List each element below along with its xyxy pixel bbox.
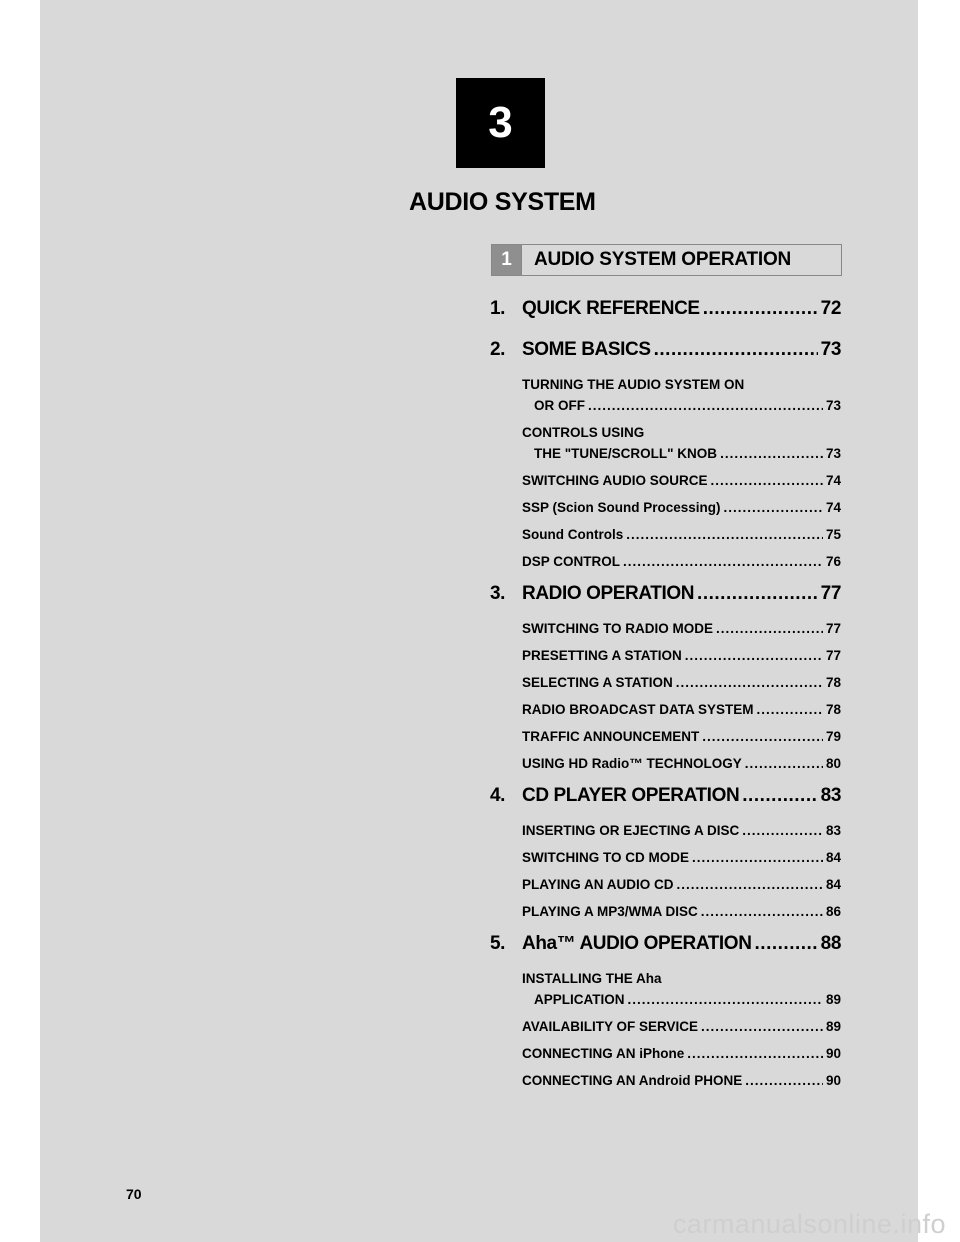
toc-minor-label-line1: CONTROLS USING	[522, 425, 645, 440]
toc-minor-entry[interactable]	[522, 877, 841, 892]
toc-page-ref: 75	[825, 527, 841, 542]
toc-page-ref: 88	[820, 933, 841, 954]
chapter-number-box: 3	[456, 78, 545, 168]
toc-page-ref: 84	[825, 850, 841, 865]
toc-page-ref: 77	[825, 621, 841, 636]
leader-dots	[692, 850, 823, 865]
toc-page-ref: 74	[825, 500, 841, 515]
page-number: 70	[126, 1186, 142, 1202]
toc-minor-label: CONNECTING AN iPhone	[522, 1046, 685, 1061]
toc-minor-entry[interactable]	[522, 1046, 841, 1061]
section-title: AUDIO SYSTEM OPERATION	[534, 249, 792, 270]
leader-dots	[702, 729, 823, 744]
leader-dots	[628, 992, 823, 1007]
toc-minor-entry[interactable]	[522, 621, 841, 636]
toc-minor-label: PLAYING A MP3/WMA DISC	[522, 904, 698, 919]
leader-dots	[716, 621, 823, 636]
toc-minor-label: CONNECTING AN Android PHONE	[522, 1073, 743, 1088]
leader-dots	[745, 1073, 823, 1088]
leader-dots	[623, 554, 823, 569]
toc-major-label: 5. Aha™ AUDIO OPERATION	[490, 933, 752, 954]
toc-minor-entry[interactable]	[522, 500, 841, 515]
toc-minor-label-line2: APPLICATION	[534, 992, 625, 1007]
toc-page-ref: 72	[820, 298, 841, 319]
watermark-text: carmanualsonline.info	[672, 1209, 946, 1239]
toc-minor-entry[interactable]	[522, 756, 841, 771]
leader-dots	[654, 339, 818, 361]
toc-minor-label: SWITCHING AUDIO SOURCE	[522, 473, 708, 488]
toc-minor-entry[interactable]	[522, 971, 841, 1007]
leader-dots	[724, 500, 823, 515]
toc-minor-label: SWITCHING TO RADIO MODE	[522, 621, 713, 636]
toc-minor-label: INSERTING OR EJECTING A DISC	[522, 823, 740, 838]
toc-minor-entry[interactable]	[522, 1019, 841, 1034]
toc-minor-entry[interactable]	[522, 1073, 841, 1088]
section-header	[491, 244, 842, 276]
toc-minor-label: PRESETTING A STATION	[522, 648, 682, 663]
chapter-title: AUDIO SYSTEM	[409, 188, 596, 216]
leader-dots	[588, 398, 823, 413]
toc-page-ref: 78	[825, 675, 841, 690]
leader-dots	[757, 702, 823, 717]
toc-page-ref: 73	[825, 446, 841, 461]
table-of-contents	[490, 298, 841, 1102]
toc-minor-entry[interactable]	[522, 675, 841, 690]
leader-dots	[703, 298, 818, 320]
leader-dots	[701, 904, 823, 919]
toc-minor-label: AVAILABILITY OF SERVICE	[522, 1019, 699, 1034]
toc-minor-label: SELECTING A STATION	[522, 675, 673, 690]
toc-major-entry[interactable]	[490, 339, 841, 363]
toc-minor-label-line2: OR OFF	[534, 398, 585, 413]
toc-page-ref: 79	[825, 729, 841, 744]
leader-dots	[742, 823, 823, 838]
toc-page-ref: 76	[825, 554, 841, 569]
leader-dots	[742, 785, 817, 807]
leader-dots	[626, 527, 823, 542]
toc-major-entry[interactable]	[490, 583, 841, 607]
toc-minor-entry[interactable]	[522, 377, 841, 413]
toc-subentries	[490, 377, 841, 569]
section-number: 1	[492, 245, 522, 275]
toc-major-label: 2. SOME BASICS	[490, 339, 651, 360]
toc-page-ref: 73	[820, 339, 841, 360]
toc-major-entry[interactable]	[490, 298, 841, 322]
toc-page-ref: 77	[825, 648, 841, 663]
leader-dots	[677, 877, 823, 892]
leader-dots	[676, 675, 823, 690]
manual-page	[40, 0, 918, 1242]
leader-dots	[701, 1019, 823, 1034]
toc-minor-label: USING HD Radio™ TECHNOLOGY	[522, 756, 742, 771]
toc-minor-label: SWITCHING TO CD MODE	[522, 850, 689, 865]
toc-major-entry[interactable]	[490, 933, 841, 957]
leader-dots	[687, 1046, 823, 1061]
toc-minor-label: SSP (Scion Sound Processing)	[522, 500, 721, 515]
toc-minor-label: RADIO BROADCAST DATA SYSTEM	[522, 702, 754, 717]
toc-minor-label: DSP CONTROL	[522, 554, 621, 569]
toc-minor-label-line1: INSTALLING THE Aha	[522, 971, 662, 986]
toc-subentries	[490, 621, 841, 771]
toc-minor-entry[interactable]	[522, 554, 841, 569]
toc-minor-entry[interactable]	[522, 904, 841, 919]
leader-dots	[755, 933, 818, 955]
toc-minor-label: PLAYING AN AUDIO CD	[522, 877, 674, 892]
toc-page-ref: 78	[825, 702, 841, 717]
leader-dots	[685, 648, 823, 663]
toc-minor-entry[interactable]	[522, 850, 841, 865]
toc-major-label: 3. RADIO OPERATION	[490, 583, 695, 604]
leader-dots	[720, 446, 823, 461]
leader-dots	[711, 473, 823, 488]
toc-page-ref: 90	[825, 1046, 841, 1061]
toc-page-ref: 89	[825, 1019, 841, 1034]
toc-minor-label-line2: THE "TUNE/SCROLL" KNOB	[534, 446, 718, 461]
toc-minor-entry[interactable]	[522, 473, 841, 488]
toc-minor-label: TRAFFIC ANNOUNCEMENT	[522, 729, 700, 744]
toc-page-ref: 77	[820, 583, 841, 604]
toc-page-ref: 86	[825, 904, 841, 919]
toc-subentries	[490, 971, 841, 1088]
toc-page-ref: 74	[825, 473, 841, 488]
toc-major-label: 4. CD PLAYER OPERATION	[490, 785, 740, 806]
toc-major-entry[interactable]	[490, 785, 841, 809]
toc-minor-label: Sound Controls	[522, 527, 624, 542]
leader-dots	[697, 583, 818, 605]
toc-major-label: 1. QUICK REFERENCE	[490, 298, 700, 319]
toc-minor-entry[interactable]	[522, 823, 841, 838]
toc-page-ref: 90	[825, 1073, 841, 1088]
toc-minor-entry[interactable]	[522, 425, 841, 461]
toc-page-ref: 83	[825, 823, 841, 838]
toc-minor-entry[interactable]	[522, 729, 841, 744]
toc-minor-entry[interactable]	[522, 648, 841, 663]
toc-minor-entry[interactable]	[522, 702, 841, 717]
toc-page-ref: 84	[825, 877, 841, 892]
toc-page-ref: 73	[825, 398, 841, 413]
toc-minor-entry[interactable]	[522, 527, 841, 542]
toc-page-ref: 89	[825, 992, 841, 1007]
toc-minor-label-line1: TURNING THE AUDIO SYSTEM ON	[522, 377, 745, 392]
toc-page-ref: 80	[825, 756, 841, 771]
toc-subentries	[490, 823, 841, 919]
leader-dots	[745, 756, 823, 771]
toc-page-ref: 83	[820, 785, 841, 806]
